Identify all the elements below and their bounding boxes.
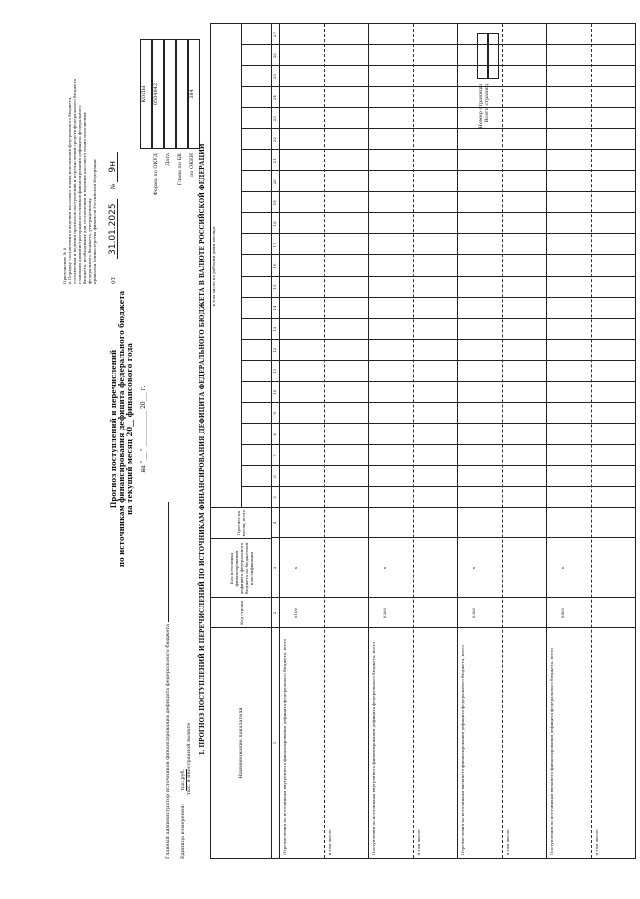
column-number: 3: [272, 566, 277, 570]
day-column-line: [241, 276, 635, 277]
appendix-line: приказом Министерства финансов Российской Федерации: [92, 159, 97, 284]
codes-labels: [153, 153, 201, 239]
row-line: [502, 24, 503, 858]
header-forecast: Прогноз на месяц, всего: [211, 507, 271, 538]
codes-form-value: 0504842: [153, 82, 159, 106]
codes-okei-value: 384: [189, 89, 195, 99]
column-line: [271, 537, 635, 538]
appendix-line: бюджета, необходимых для составления и ведения кассового плана исполнения: [82, 112, 87, 284]
column-line: [271, 597, 635, 598]
total-pages-box[interactable]: [487, 33, 499, 79]
day-column-line: [241, 212, 635, 213]
group-row-line: [546, 24, 547, 858]
column-number: 2: [272, 611, 277, 615]
appendix-ot-label: от: [110, 277, 117, 284]
page-number-label: Номер страницы: [478, 84, 484, 129]
column-number: 4: [272, 521, 277, 525]
day-column-line: [241, 444, 635, 445]
row-code: 0400: [560, 607, 565, 619]
column-number: 8: [272, 433, 277, 436]
codes-header: КОДЫ: [141, 85, 147, 103]
group-row-line: [457, 24, 458, 858]
row-name: в том числе:: [504, 828, 510, 855]
day-column-line: [241, 149, 635, 150]
row-line: [591, 24, 592, 858]
appendix-lines: [67, 34, 97, 284]
appendix-line: федерального бюджета, утвержденному: [87, 198, 92, 284]
day-column-line: [241, 128, 635, 129]
page-info-labels: [478, 84, 490, 154]
column-number: 26: [272, 53, 277, 59]
codes-box: [140, 39, 200, 149]
day-column-line: [241, 44, 635, 45]
day-column-line: [241, 107, 635, 108]
unit-label: Единица измерения:: [180, 803, 186, 859]
row-code: 0200: [382, 607, 387, 619]
title-block: [110, 259, 147, 599]
column-number: 5: [272, 496, 277, 499]
column-number: 17: [272, 242, 277, 248]
admin-label: Главный администратор источников финансирования дефицита федерального бюджета: [165, 623, 171, 859]
column-line: [271, 627, 635, 628]
day-column-line: [241, 318, 635, 319]
header-source-code: Код источника финансирования дефицита федерального бюджета по бюджетной классификации: [211, 538, 271, 598]
admin-line: [165, 439, 171, 859]
day-column-line: [241, 191, 635, 192]
day-column-line: [241, 402, 635, 403]
column-number: 1: [272, 741, 277, 745]
unit-note: тыс. в иностранной валюте: [186, 722, 192, 795]
row-source-code: х: [471, 566, 476, 570]
column-number: 16: [272, 263, 277, 269]
column-number: 24: [272, 95, 277, 101]
column-number: 13: [272, 326, 277, 332]
main-table: [210, 23, 636, 859]
codes-date-cell: [164, 39, 176, 149]
number-row-line: [279, 24, 280, 858]
codes-date-label: Дата: [165, 153, 171, 166]
unit-line: [180, 559, 192, 859]
column-number: 18: [272, 221, 277, 227]
codes-okei-label: по ОКЕИ: [189, 153, 195, 177]
appendix-block: [62, 34, 97, 284]
row-name: Поступления по источникам внешнего финансирования дефицита федерального бюджета, всего: [549, 648, 554, 855]
appendix-line: к Порядку составления и ведения кассового плана исполнения федерального бюджета,: [67, 96, 72, 284]
appendix-date-line: [110, 34, 118, 284]
day-column-line: [241, 381, 635, 382]
day-column-line: [241, 465, 635, 466]
day-column-line: [241, 254, 635, 255]
header-code: Код строки: [211, 597, 271, 628]
title-line1: Прогноз поступлений и перечислений: [109, 349, 118, 509]
appendix-no-label: №: [110, 183, 117, 190]
total-pages-label: Всего страниц: [484, 84, 490, 123]
day-column-line: [241, 486, 635, 487]
day-column-line: [241, 339, 635, 340]
day-column-line: [241, 65, 635, 66]
row-source-code: х: [293, 566, 298, 570]
day-column-line: [241, 360, 635, 361]
column-number: 14: [272, 305, 277, 311]
day-column-line: [241, 86, 635, 87]
group-row-line: [368, 24, 369, 858]
column-number: 6: [272, 475, 277, 478]
column-number: 20: [272, 179, 277, 185]
column-number: 12: [272, 347, 277, 353]
header-by-days: в том числе по рабочим дням месяца:: [211, 24, 242, 508]
column-number: 19: [272, 200, 277, 206]
column-number: 11: [272, 368, 277, 374]
appendix-line: главными администраторами источников финансирования дефицита федерального: [77, 105, 82, 284]
title-line2: по источникам финансирования дефицита федерального бюджета: [117, 290, 126, 568]
column-number: 22: [272, 137, 277, 143]
appendix-line: составления и ведения прогнозов поступлений и перечислений средств федерального бюджета: [72, 78, 77, 284]
title-date-line: на "___" ____________ 20___ г.: [140, 385, 147, 473]
column-number: 23: [272, 116, 277, 122]
row-name: в том числе:: [593, 828, 599, 855]
title-line3: на текущий месяц 20__ финансового года: [125, 343, 134, 515]
row-name: Перечисления по источникам внешнего финансирования дефицита федерального бюджета, всего: [460, 645, 465, 855]
appendix-number-value: 9н: [110, 152, 118, 182]
column-number: 21: [272, 158, 277, 164]
unit-value: тыс.руб.: [180, 768, 186, 791]
row-line: [324, 24, 325, 858]
row-source-code: х: [382, 566, 387, 570]
row-name: Перечисления по источникам внутреннего финансирования дефицита федерального бюджета, всего: [282, 638, 287, 855]
row-line: [413, 24, 414, 858]
codes-chapter-cell: [176, 39, 188, 149]
codes-header-cell: [140, 39, 152, 149]
codes-chapter-label: Глава по БК: [177, 153, 183, 186]
row-name: в том числе:: [415, 828, 421, 855]
codes-form-cell: [152, 39, 164, 149]
column-number: 25: [272, 74, 277, 80]
codes-form-label: Форма по ОКУД: [153, 153, 159, 196]
appendix-title: Приложение № 8: [62, 247, 67, 284]
appendix-date-value: 31.01.2025: [110, 199, 118, 259]
column-line: [271, 507, 635, 508]
day-column-line: [241, 233, 635, 234]
column-number: 7: [272, 454, 277, 457]
row-source-code: х: [560, 566, 565, 570]
day-column-line: [241, 170, 635, 171]
column-number: 10: [272, 389, 277, 395]
row-name: в том числе:: [326, 828, 332, 855]
row-name: Поступления по источникам внутреннего финансирования дефицита федерального бюджета, всего: [371, 641, 376, 855]
row-code: 0300: [471, 607, 476, 619]
column-number: 9: [272, 412, 277, 415]
day-column-line: [241, 297, 635, 298]
day-column-line: [241, 423, 635, 424]
section-title: I. ПРОГНОЗ ПОСТУПЛЕНИЙ И ПЕРЕЧИСЛЕНИЙ ПО ИСТОЧНИКАМ ФИНАНСИРОВАНИЯ ДЕФИЦИТА ФЕДЕРАЛЬНОГО БЮДЖЕТА В ВАЛЮТЕ РОССИЙСКОЙ ФЕДЕРАЦИИ: [199, 143, 206, 755]
header-name: Наименование показателя: [211, 627, 271, 858]
column-number: 15: [272, 284, 277, 290]
column-number: 27: [272, 31, 277, 38]
row-code: 0100: [293, 607, 298, 619]
